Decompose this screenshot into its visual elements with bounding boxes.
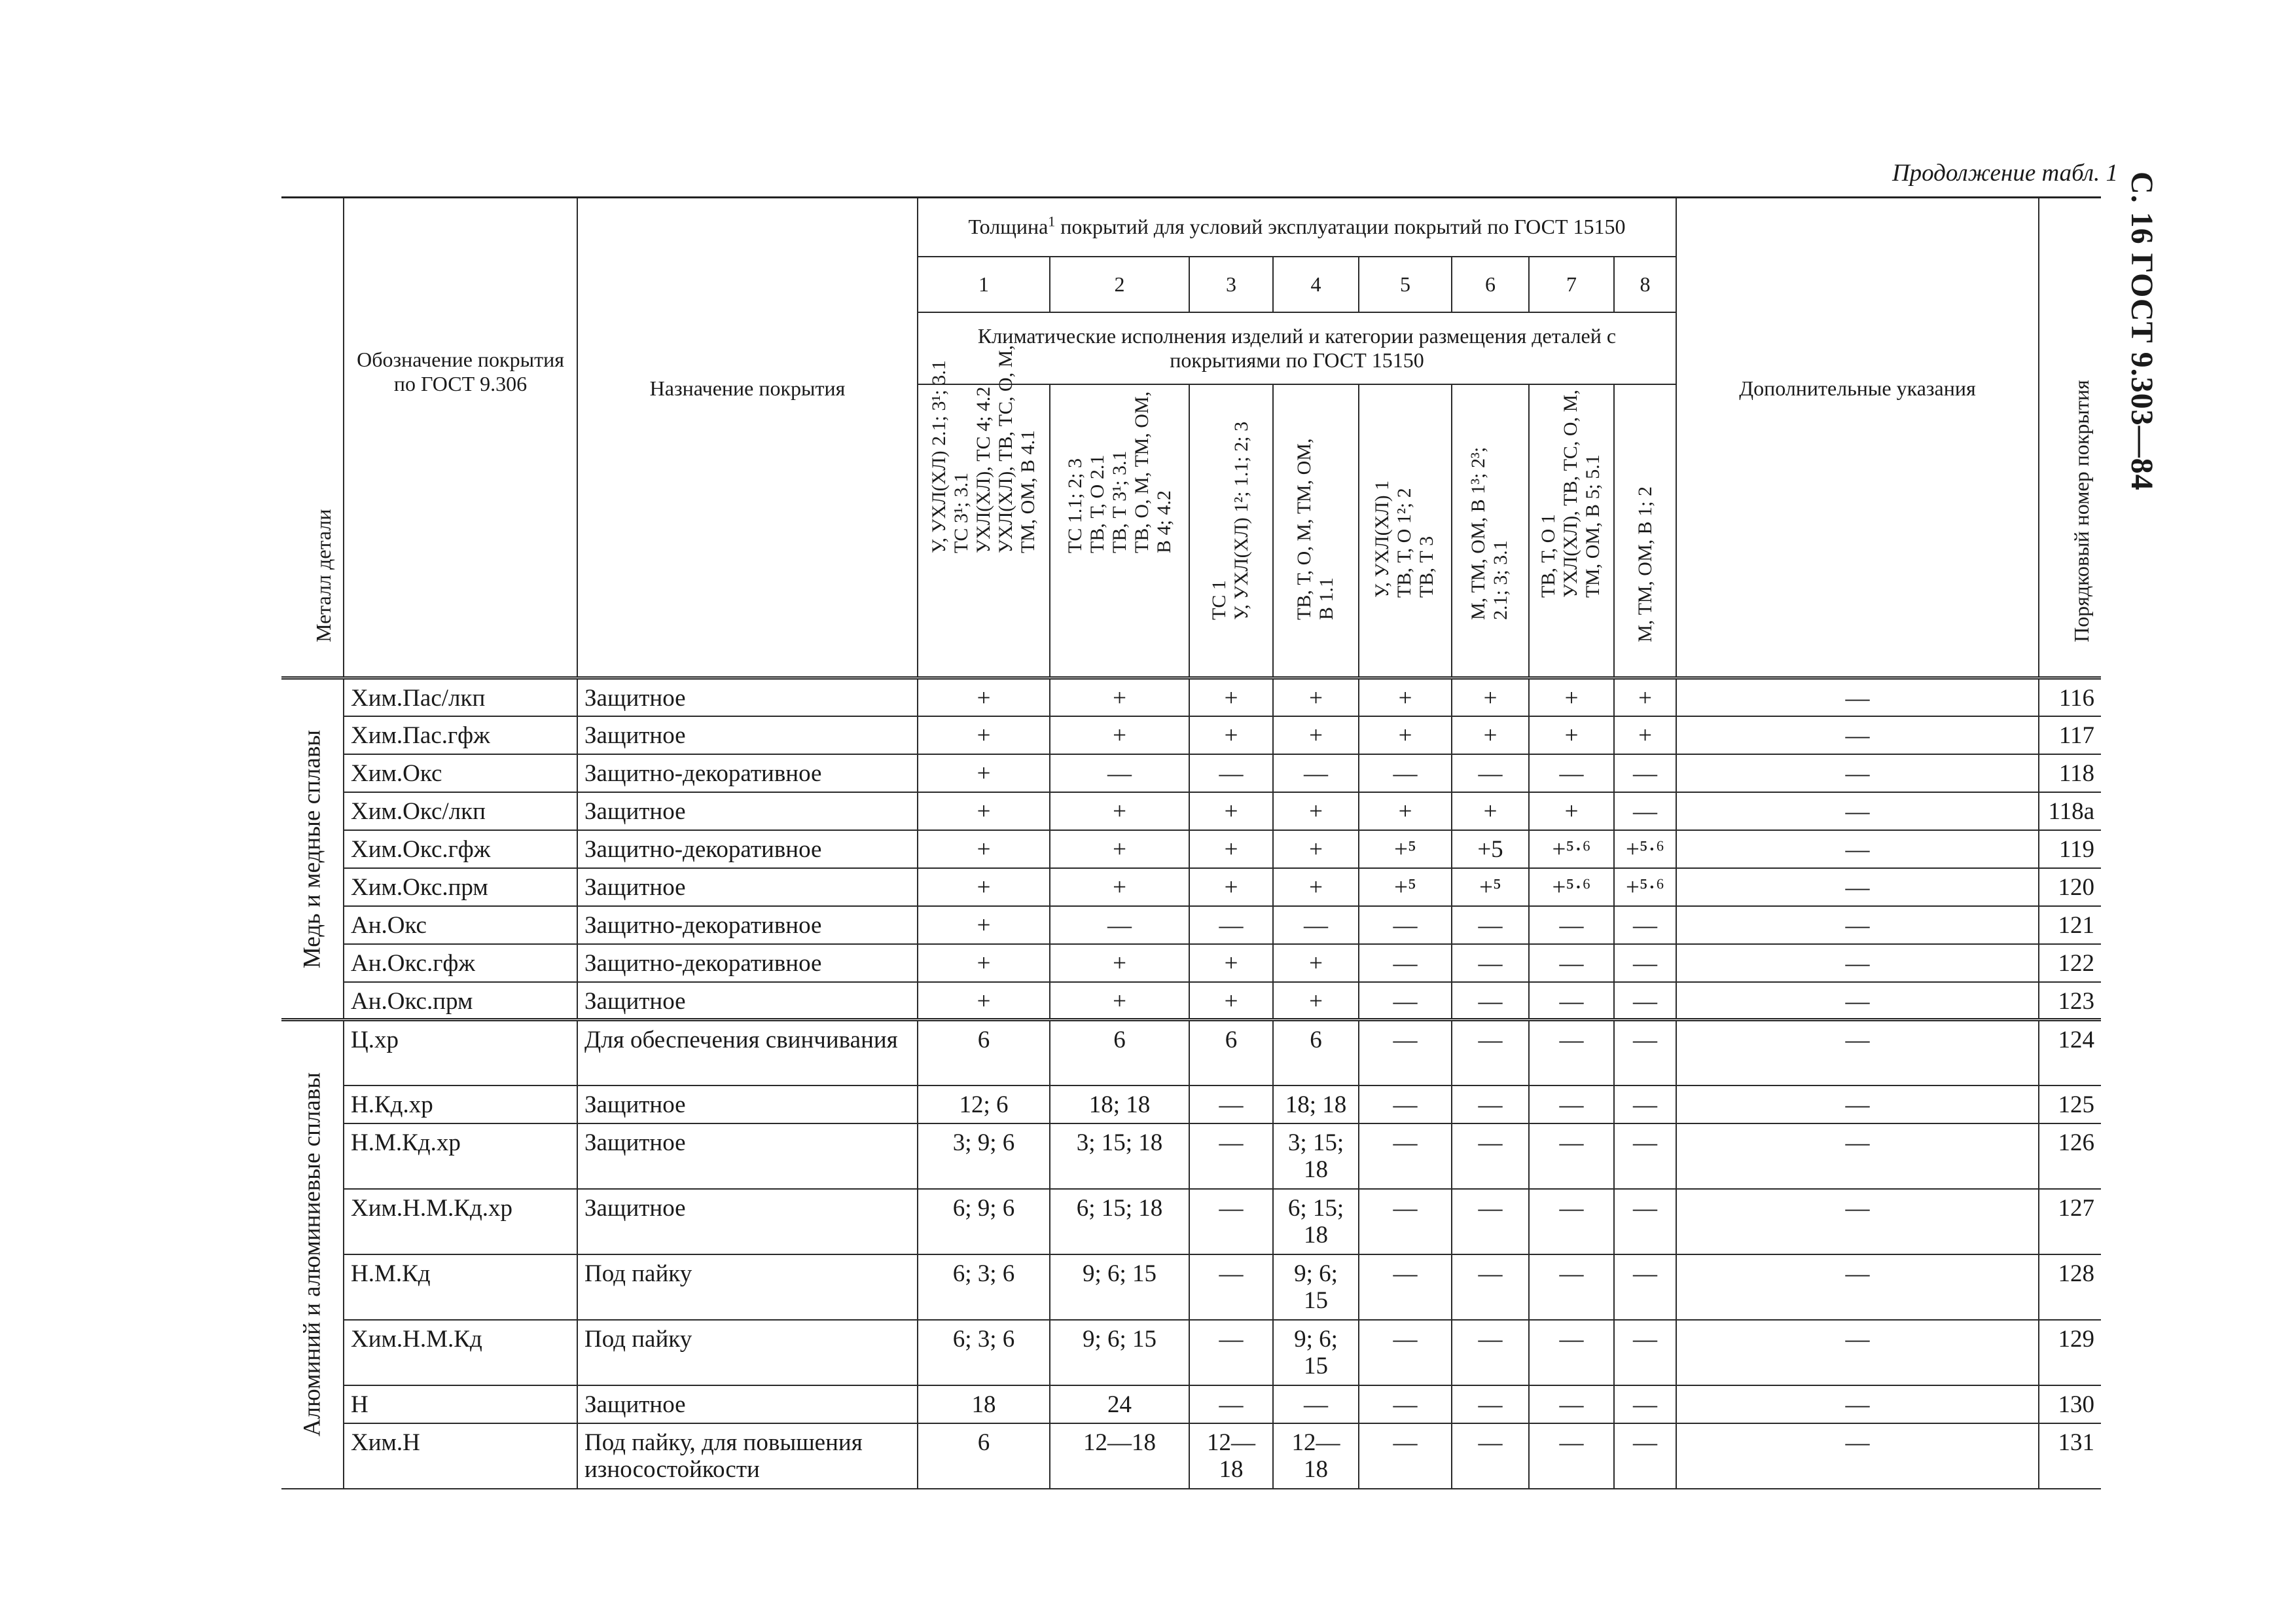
table-row	[281, 1020, 2101, 1085]
thickness-cell: —	[1529, 1320, 1614, 1385]
thickness-cell: +	[918, 982, 1050, 1020]
condition-3: 3	[1189, 257, 1273, 312]
table-row	[281, 1123, 2101, 1189]
thickness-cell: +	[1529, 716, 1614, 754]
thickness-cell: +	[1452, 716, 1529, 754]
thickness-cell: 9; 6; 15	[1273, 1254, 1359, 1320]
notes-cell: —	[1676, 906, 2039, 944]
climatic-col-6	[1452, 384, 1529, 678]
thickness-cell: —	[1359, 1423, 1452, 1489]
climatic-line: ТС 3¹; 3.1	[950, 472, 972, 553]
climatic-line: ТВ, Т, О 1	[1537, 514, 1559, 598]
table-row	[281, 792, 2101, 830]
climatic-line: В 1.1	[1315, 577, 1337, 620]
designation-cell: Ан.Окс.прм	[344, 982, 577, 1020]
thickness-cell: +	[1273, 716, 1359, 754]
climatic-line: ТМ, ОМ, В 5; 5.1	[1582, 454, 1604, 598]
thickness-cell: —	[1452, 1320, 1529, 1385]
order-cell: 122	[2039, 944, 2101, 982]
climatic-line: У, УХЛ(ХЛ) 2.1; 3¹; 3.1	[928, 360, 950, 553]
designation-cell: Хим.Окс/лкп	[344, 792, 577, 830]
thickness-cell: —	[1359, 982, 1452, 1020]
climatic-col-2	[1050, 384, 1189, 678]
thickness-cell: —	[1189, 1123, 1273, 1189]
thickness-cell: 18	[918, 1385, 1050, 1423]
order-cell: 125	[2039, 1085, 2101, 1123]
purpose-cell: Защитное	[577, 1085, 918, 1123]
thickness-cell: +	[1359, 792, 1452, 830]
thickness-cell: 6	[1050, 1020, 1189, 1085]
thickness-cell: +⁵·⁶	[1529, 868, 1614, 906]
thickness-cell: —	[1452, 1423, 1529, 1489]
thickness-cell: +⁵·⁶	[1614, 868, 1676, 906]
thickness-cell: +⁵·⁶	[1529, 830, 1614, 868]
climatic-line: ТС 1	[1208, 579, 1230, 620]
order-cell: 126	[2039, 1123, 2101, 1189]
purpose-cell: Защитное	[577, 716, 918, 754]
table-row	[281, 1189, 2101, 1254]
thickness-cell: 3; 9; 6	[918, 1123, 1050, 1189]
thickness-cell: —	[1614, 754, 1676, 792]
thickness-cell: +	[918, 868, 1050, 906]
thickness-cell: +	[1273, 830, 1359, 868]
thickness-cell: +	[1050, 830, 1189, 868]
climatic-line: ТВ, О, М, ТМ, ОМ,	[1130, 391, 1153, 553]
thickness-cell: —	[1359, 1020, 1452, 1085]
thickness-cell: —	[1452, 754, 1529, 792]
thickness-cell: —	[1529, 944, 1614, 982]
thickness-cell: 12—18	[1050, 1423, 1189, 1489]
thickness-cell: —	[1529, 906, 1614, 944]
climatic-col-8	[1614, 384, 1676, 678]
thickness-cell: +	[1359, 678, 1452, 716]
climatic-line: УХЛ(ХЛ), ТВ, ТС, О, М,	[1560, 390, 1581, 598]
condition-2: 2	[1050, 257, 1189, 312]
thickness-cell: —	[1529, 1254, 1614, 1320]
thickness-cell: —	[1050, 906, 1189, 944]
thickness-cell: 12—18	[1273, 1423, 1359, 1489]
table-header	[281, 198, 2101, 678]
table-row	[281, 716, 2101, 754]
thickness-cell: 6; 3; 6	[918, 1254, 1050, 1320]
thickness-cell: +	[1189, 678, 1273, 716]
thickness-cell: +	[1614, 678, 1676, 716]
order-cell: 124	[2039, 1020, 2101, 1085]
thickness-cell: —	[1452, 982, 1529, 1020]
order-cell: 120	[2039, 868, 2101, 906]
thickness-cell: +	[1189, 830, 1273, 868]
thickness-cell: +	[1189, 716, 1273, 754]
climatic-line: УХЛ(ХЛ), ТВ, ТС, О, М,	[995, 345, 1016, 553]
thickness-cell: 6	[918, 1020, 1050, 1085]
order-cell: 128	[2039, 1254, 2101, 1320]
order-cell: 118	[2039, 754, 2101, 792]
thickness-cell: —	[1614, 982, 1676, 1020]
header-designation: Обозначение покрытия по ГОСТ 9.306	[344, 198, 577, 678]
table-row	[281, 1254, 2101, 1320]
notes-cell: —	[1676, 1423, 2039, 1489]
metal-group-label: Алюминий и алюминиевые сплавы	[298, 1072, 326, 1437]
thickness-cell: —	[1359, 1385, 1452, 1423]
climatic-col-4	[1273, 384, 1359, 678]
thickness-cell: +⁵	[1359, 830, 1452, 868]
thickness-cell: 6; 15; 18	[1273, 1189, 1359, 1254]
thickness-cell: —	[1529, 1189, 1614, 1254]
thickness-cell: —	[1614, 1085, 1676, 1123]
climatic-line: ТВ, Т 3¹; 3.1	[1108, 450, 1130, 553]
thickness-cell: 6; 9; 6	[918, 1189, 1050, 1254]
thickness-cell: —	[1529, 982, 1614, 1020]
thickness-cell: +	[1452, 792, 1529, 830]
metal-group-cell	[281, 678, 344, 1020]
order-cell: 130	[2039, 1385, 2101, 1423]
thickness-cell: —	[1452, 944, 1529, 982]
table-row	[281, 754, 2101, 792]
thickness-cell: 6; 15; 18	[1050, 1189, 1189, 1254]
climatic-line: ТВ, Т, О, М, ТМ, ОМ,	[1293, 438, 1315, 620]
thickness-cell: +	[1273, 944, 1359, 982]
climatic-line: М, ТМ, ОМ, В 1; 2	[1634, 486, 1656, 642]
side-page-header	[2098, 172, 2176, 564]
notes-cell: —	[1676, 1189, 2039, 1254]
notes-cell: —	[1676, 792, 2039, 830]
thickness-cell: —	[1359, 1123, 1452, 1189]
purpose-cell: Защитное	[577, 792, 918, 830]
purpose-cell: Защитно-декоративное	[577, 830, 918, 868]
notes-cell: —	[1676, 1320, 2039, 1385]
notes-cell: —	[1676, 716, 2039, 754]
thickness-cell: 18; 18	[1273, 1085, 1359, 1123]
designation-cell: Хим.Н	[344, 1423, 577, 1489]
thickness-cell: 18; 18	[1050, 1085, 1189, 1123]
thickness-cell: +	[918, 906, 1050, 944]
order-cell: 131	[2039, 1423, 2101, 1489]
climatic-line: ТВ, Т, О 2.1	[1086, 454, 1108, 553]
order-cell: 118а	[2039, 792, 2101, 830]
order-cell: 123	[2039, 982, 2101, 1020]
climatic-line: ТС 1.1; 2; 3	[1064, 458, 1086, 553]
thickness-cell: —	[1614, 792, 1676, 830]
thickness-cell: —	[1359, 944, 1452, 982]
notes-cell: —	[1676, 678, 2039, 716]
purpose-cell: Защитно-декоративное	[577, 944, 918, 982]
thickness-cell: —	[1189, 906, 1273, 944]
thickness-cell: +	[1529, 792, 1614, 830]
designation-cell: Хим.Пас.гфж	[344, 716, 577, 754]
designation-cell: Н.М.Кд.хр	[344, 1123, 577, 1189]
thickness-cell: +	[1273, 678, 1359, 716]
thickness-cell: —	[1452, 1385, 1529, 1423]
thickness-cell: —	[1189, 1254, 1273, 1320]
designation-cell: Ан.Окс.гфж	[344, 944, 577, 982]
thickness-cell: +	[918, 792, 1050, 830]
thickness-cell: —	[1614, 1423, 1676, 1489]
thickness-cell: 12—18	[1189, 1423, 1273, 1489]
table-row	[281, 830, 2101, 868]
condition-6: 6	[1452, 257, 1529, 312]
condition-7: 7	[1529, 257, 1614, 312]
table-row	[281, 1423, 2101, 1489]
side-page-title: С. 16 ГОСТ 9.303—84	[2125, 172, 2159, 491]
thickness-cell: —	[1359, 1320, 1452, 1385]
header-order: Порядковый номер покрытия	[2039, 198, 2101, 678]
climatic-line: У, УХЛ(ХЛ) 1²; 1.1; 2; 3	[1230, 421, 1252, 620]
thickness-cell: —	[1359, 1254, 1452, 1320]
thickness-cell: —	[1050, 754, 1189, 792]
thickness-cell: +⁵·⁶	[1614, 830, 1676, 868]
thickness-cell: +	[1050, 792, 1189, 830]
table-row	[281, 868, 2101, 906]
table-row	[281, 982, 2101, 1020]
notes-cell: —	[1676, 944, 2039, 982]
thickness-cell: —	[1529, 1085, 1614, 1123]
purpose-cell: Защитное	[577, 868, 918, 906]
order-cell: 121	[2039, 906, 2101, 944]
thickness-cell: +	[1189, 868, 1273, 906]
purpose-cell: Защитное	[577, 1123, 918, 1189]
thickness-cell: —	[1189, 1385, 1273, 1423]
header-thickness: Толщина$^1$ покрытий для условий эксплуатации покрытий по ГОСТ 15150	[918, 198, 1676, 257]
condition-8: 8	[1614, 257, 1676, 312]
continuation-label: Продолжение табл. 1	[1892, 160, 2118, 187]
thickness-cell: +	[1273, 868, 1359, 906]
notes-cell: —	[1676, 1385, 2039, 1423]
purpose-cell: Для обеспечения свинчивания	[577, 1020, 918, 1085]
thickness-cell: —	[1614, 1189, 1676, 1254]
thickness-cell: 6	[1189, 1020, 1273, 1085]
condition-4: 4	[1273, 257, 1359, 312]
thickness-cell: —	[1452, 906, 1529, 944]
thickness-cell: +	[1189, 944, 1273, 982]
thickness-cell: 6	[1273, 1020, 1359, 1085]
metal-group-cell	[281, 1020, 344, 1489]
thickness-cell: +	[1273, 792, 1359, 830]
thickness-cell: —	[1359, 1085, 1452, 1123]
order-cell: 117	[2039, 716, 2101, 754]
thickness-cell: +	[1050, 944, 1189, 982]
designation-cell: Ан.Окс	[344, 906, 577, 944]
thickness-cell: —	[1452, 1085, 1529, 1123]
thickness-cell: +	[918, 944, 1050, 982]
thickness-cell: +	[1050, 982, 1189, 1020]
purpose-cell: Защитно-декоративное	[577, 906, 918, 944]
thickness-cell: —	[1529, 1385, 1614, 1423]
header-purpose: Назначение покрытия	[577, 198, 918, 678]
climatic-line: У, УХЛ(ХЛ) 1	[1371, 480, 1393, 598]
thickness-cell: 6	[918, 1423, 1050, 1489]
thickness-cell: —	[1529, 754, 1614, 792]
table-row	[281, 1385, 2101, 1423]
thickness-cell: —	[1452, 1254, 1529, 1320]
climatic-line: УХЛ(ХЛ), ТС 4; 4.2	[973, 386, 994, 553]
thickness-cell: +	[1050, 678, 1189, 716]
purpose-cell: Защитно-декоративное	[577, 754, 918, 792]
thickness-cell: —	[1189, 1085, 1273, 1123]
designation-cell: Н.Кд.хр	[344, 1085, 577, 1123]
table-body	[281, 678, 2101, 1489]
thickness-cell: +	[1189, 982, 1273, 1020]
purpose-cell: Защитное	[577, 1189, 918, 1254]
climatic-col-7	[1529, 384, 1614, 678]
purpose-cell: Защитное	[577, 1385, 918, 1423]
thickness-cell: —	[1452, 1189, 1529, 1254]
notes-cell: —	[1676, 1020, 2039, 1085]
order-cell: 129	[2039, 1320, 2101, 1385]
designation-cell: Хим.Окс.гфж	[344, 830, 577, 868]
table-row	[281, 678, 2101, 716]
thickness-cell: —	[1359, 906, 1452, 944]
table-row	[281, 906, 2101, 944]
designation-cell: Хим.Н.М.Кд.хр	[344, 1189, 577, 1254]
header-climatic: Климатические исполнения изделий и категории размещения деталей с покрытиями по ГОСТ 15150	[918, 312, 1676, 384]
climatic-line: В 4; 4.2	[1153, 490, 1175, 553]
thickness-cell: +5	[1452, 830, 1529, 868]
designation-cell: Хим.Окс	[344, 754, 577, 792]
designation-cell: Н.М.Кд	[344, 1254, 577, 1320]
thickness-cell: 3; 15; 18	[1273, 1123, 1359, 1189]
coatings-table	[281, 196, 2101, 1489]
notes-cell: —	[1676, 1123, 2039, 1189]
table-row	[281, 944, 2101, 982]
thickness-cell: +	[918, 716, 1050, 754]
climatic-col-3	[1189, 384, 1273, 678]
thickness-cell: 12; 6	[918, 1085, 1050, 1123]
designation-cell: Н	[344, 1385, 577, 1423]
designation-cell: Ц.хр	[344, 1020, 577, 1085]
notes-cell: —	[1676, 868, 2039, 906]
notes-cell: —	[1676, 830, 2039, 868]
notes-cell: —	[1676, 982, 2039, 1020]
purpose-cell: Защитное	[577, 982, 918, 1020]
table-row	[281, 1320, 2101, 1385]
purpose-cell: Под пайку, для повышения износостойкости	[577, 1423, 918, 1489]
purpose-cell: Под пайку	[577, 1320, 918, 1385]
purpose-cell: Защитное	[577, 678, 918, 716]
climatic-col-1	[918, 345, 1050, 678]
thickness-cell: 9; 6; 15	[1273, 1320, 1359, 1385]
thickness-cell: +	[1050, 868, 1189, 906]
thickness-cell: +⁵	[1452, 868, 1529, 906]
thickness-cell: —	[1614, 1385, 1676, 1423]
thickness-cell: —	[1614, 944, 1676, 982]
thickness-cell: —	[1273, 754, 1359, 792]
thickness-cell: 9; 6; 15	[1050, 1320, 1189, 1385]
header-metal: Металл детали	[281, 198, 344, 678]
order-cell: 127	[2039, 1189, 2101, 1254]
thickness-cell: —	[1529, 1423, 1614, 1489]
thickness-cell: —	[1359, 1189, 1452, 1254]
thickness-cell: —	[1273, 1385, 1359, 1423]
thickness-cell: —	[1614, 1254, 1676, 1320]
thickness-cell: 9; 6; 15	[1050, 1254, 1189, 1320]
climatic-line: ТМ, ОМ, В 4.1	[1017, 429, 1039, 553]
climatic-line: М, ТМ, ОМ, В 1³; 2³;	[1467, 447, 1489, 620]
order-cell: 116	[2039, 678, 2101, 716]
climatic-line: 2.1; 3; 3.1	[1490, 540, 1511, 620]
climatic-col-5	[1359, 384, 1452, 678]
thickness-cell: —	[1614, 1123, 1676, 1189]
thickness-cell: +	[918, 830, 1050, 868]
designation-cell: Хим.Окс.прм	[344, 868, 577, 906]
thickness-cell: —	[1529, 1123, 1614, 1189]
thickness-cell: +	[1359, 716, 1452, 754]
thickness-cell: —	[1189, 754, 1273, 792]
notes-cell: —	[1676, 1085, 2039, 1123]
thickness-cell: —	[1529, 1020, 1614, 1085]
notes-cell: —	[1676, 754, 2039, 792]
thickness-cell: 24	[1050, 1385, 1189, 1423]
thickness-cell: +	[918, 678, 1050, 716]
metal-group-label: Медь и медные сплавы	[298, 729, 326, 968]
thickness-cell: +	[918, 754, 1050, 792]
thickness-cell: —	[1452, 1020, 1529, 1085]
climatic-line: ТВ, Т 3	[1416, 536, 1437, 598]
designation-cell: Хим.Пас/лкп	[344, 678, 577, 716]
header-notes: Дополнительные указания	[1676, 198, 2039, 678]
thickness-cell: +	[1050, 716, 1189, 754]
condition-5: 5	[1359, 257, 1452, 312]
thickness-cell: —	[1189, 1189, 1273, 1254]
thickness-cell: +	[1273, 982, 1359, 1020]
thickness-cell: —	[1452, 1123, 1529, 1189]
thickness-cell: —	[1273, 906, 1359, 944]
notes-cell: —	[1676, 1254, 2039, 1320]
thickness-cell: +	[1452, 678, 1529, 716]
thickness-cell: 6; 3; 6	[918, 1320, 1050, 1385]
thickness-cell: +	[1614, 716, 1676, 754]
thickness-cell: —	[1614, 1320, 1676, 1385]
thickness-cell: —	[1614, 1020, 1676, 1085]
thickness-cell: 3; 15; 18	[1050, 1123, 1189, 1189]
condition-1: 1	[918, 257, 1050, 312]
designation-cell: Хим.Н.М.Кд	[344, 1320, 577, 1385]
thickness-cell: +	[1189, 792, 1273, 830]
order-cell: 119	[2039, 830, 2101, 868]
thickness-cell: —	[1614, 906, 1676, 944]
thickness-cell: +⁵	[1359, 868, 1452, 906]
table-row	[281, 1085, 2101, 1123]
climatic-line: ТВ, Т, О 1²; 2	[1393, 488, 1415, 598]
thickness-cell: —	[1359, 754, 1452, 792]
thickness-cell: +	[1529, 678, 1614, 716]
purpose-cell: Под пайку	[577, 1254, 918, 1320]
thickness-cell: —	[1189, 1320, 1273, 1385]
